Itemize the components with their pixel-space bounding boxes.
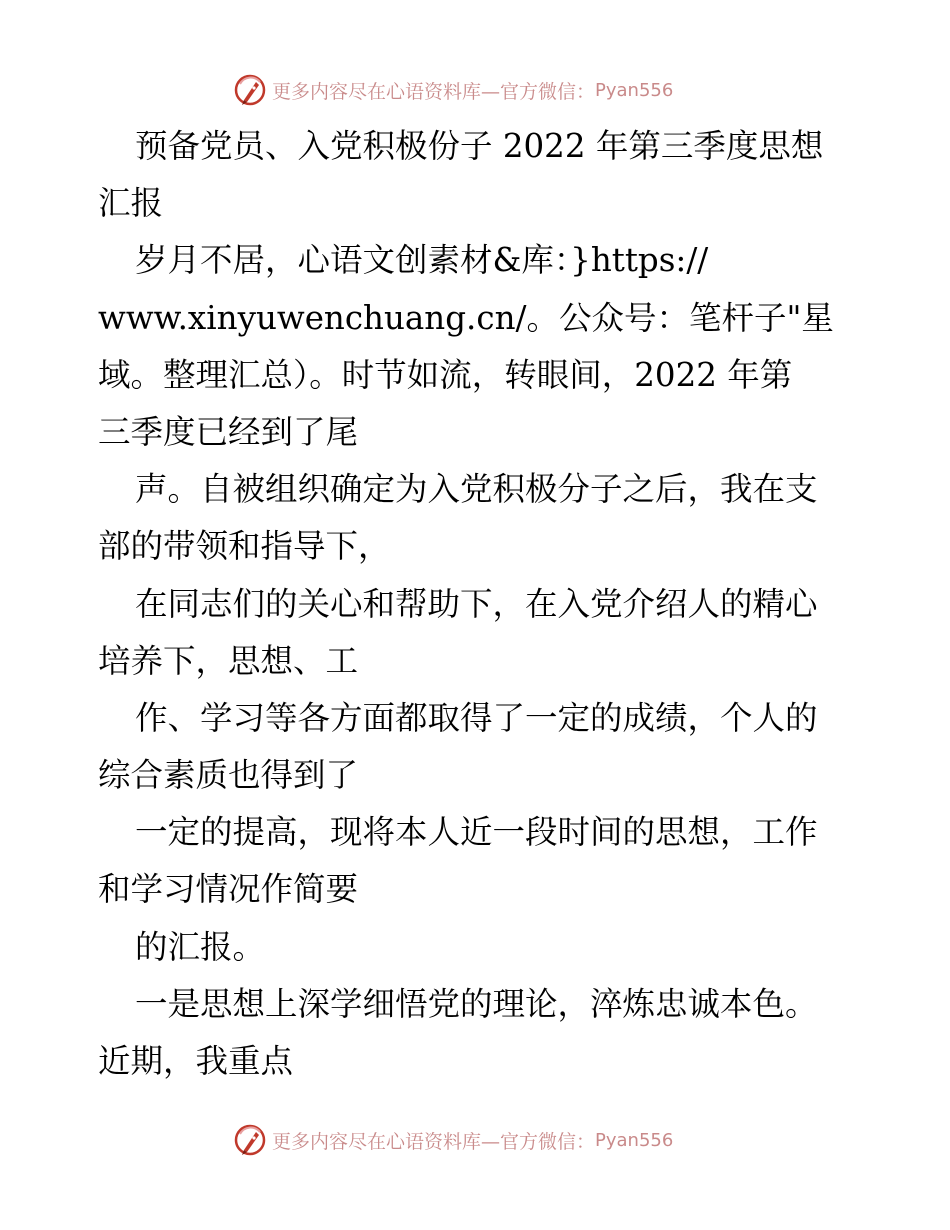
header-banner-wechat-id: Pyan556 <box>595 79 674 101</box>
document-title-line: 预备党员、入党积极份子 2022 年第三季度思想 <box>135 127 824 165</box>
document-body <box>98 118 898 1090</box>
paragraph-line: 在同志们的关心和帮助下，在入党介绍人的精心 <box>135 584 818 623</box>
paragraph-line: 部的带领和指导下， <box>98 527 391 566</box>
paragraph-line: 和学习情况作简要 <box>98 870 359 909</box>
pen-nib-logo-icon <box>232 1122 268 1158</box>
paragraph-line: 作、学习等各方面都取得了一定的成绩，个人的 <box>135 698 818 737</box>
paragraph-line: 一是思想上深学细悟党的理论，淬炼忠诚本色。 <box>135 984 818 1023</box>
header-banner[interactable] <box>232 70 673 110</box>
paragraph-line: 域。整理汇总）。时节如流，转眼间，2022 年第 <box>98 355 793 394</box>
pen-nib-logo-icon <box>232 72 268 108</box>
paragraph-line: 近期，我重点 <box>98 1042 294 1080</box>
paragraph-line: www.xinyuwenchuang.cn/。公众号：笔杆子"星 <box>98 298 834 337</box>
paragraph-line: 一定的提高，现将本人近一段时间的思想，工作 <box>135 813 818 852</box>
footer-banner-text: 更多内容尽在心语资料库—官方微信： <box>272 1130 596 1153</box>
paragraph-line: 综合素质也得到了 <box>98 756 359 795</box>
paragraph-line: 岁月不居，心语文创素材&库：}https:// <box>135 241 709 280</box>
document-title-line: 汇报 <box>98 184 164 223</box>
paragraph-line: 的汇报。 <box>135 927 266 966</box>
paragraph-line: 声。自被组织确定为入党积极分子之后，我在支 <box>135 470 818 509</box>
header-banner-text: 更多内容尽在心语资料库—官方微信： <box>272 80 596 103</box>
footer-banner[interactable] <box>232 1120 673 1160</box>
footer-banner-wechat-id: Pyan556 <box>595 1129 674 1151</box>
paragraph-line: 三季度已经到了尾 <box>98 412 359 451</box>
paragraph-line: 培养下，思想、工 <box>98 641 359 680</box>
